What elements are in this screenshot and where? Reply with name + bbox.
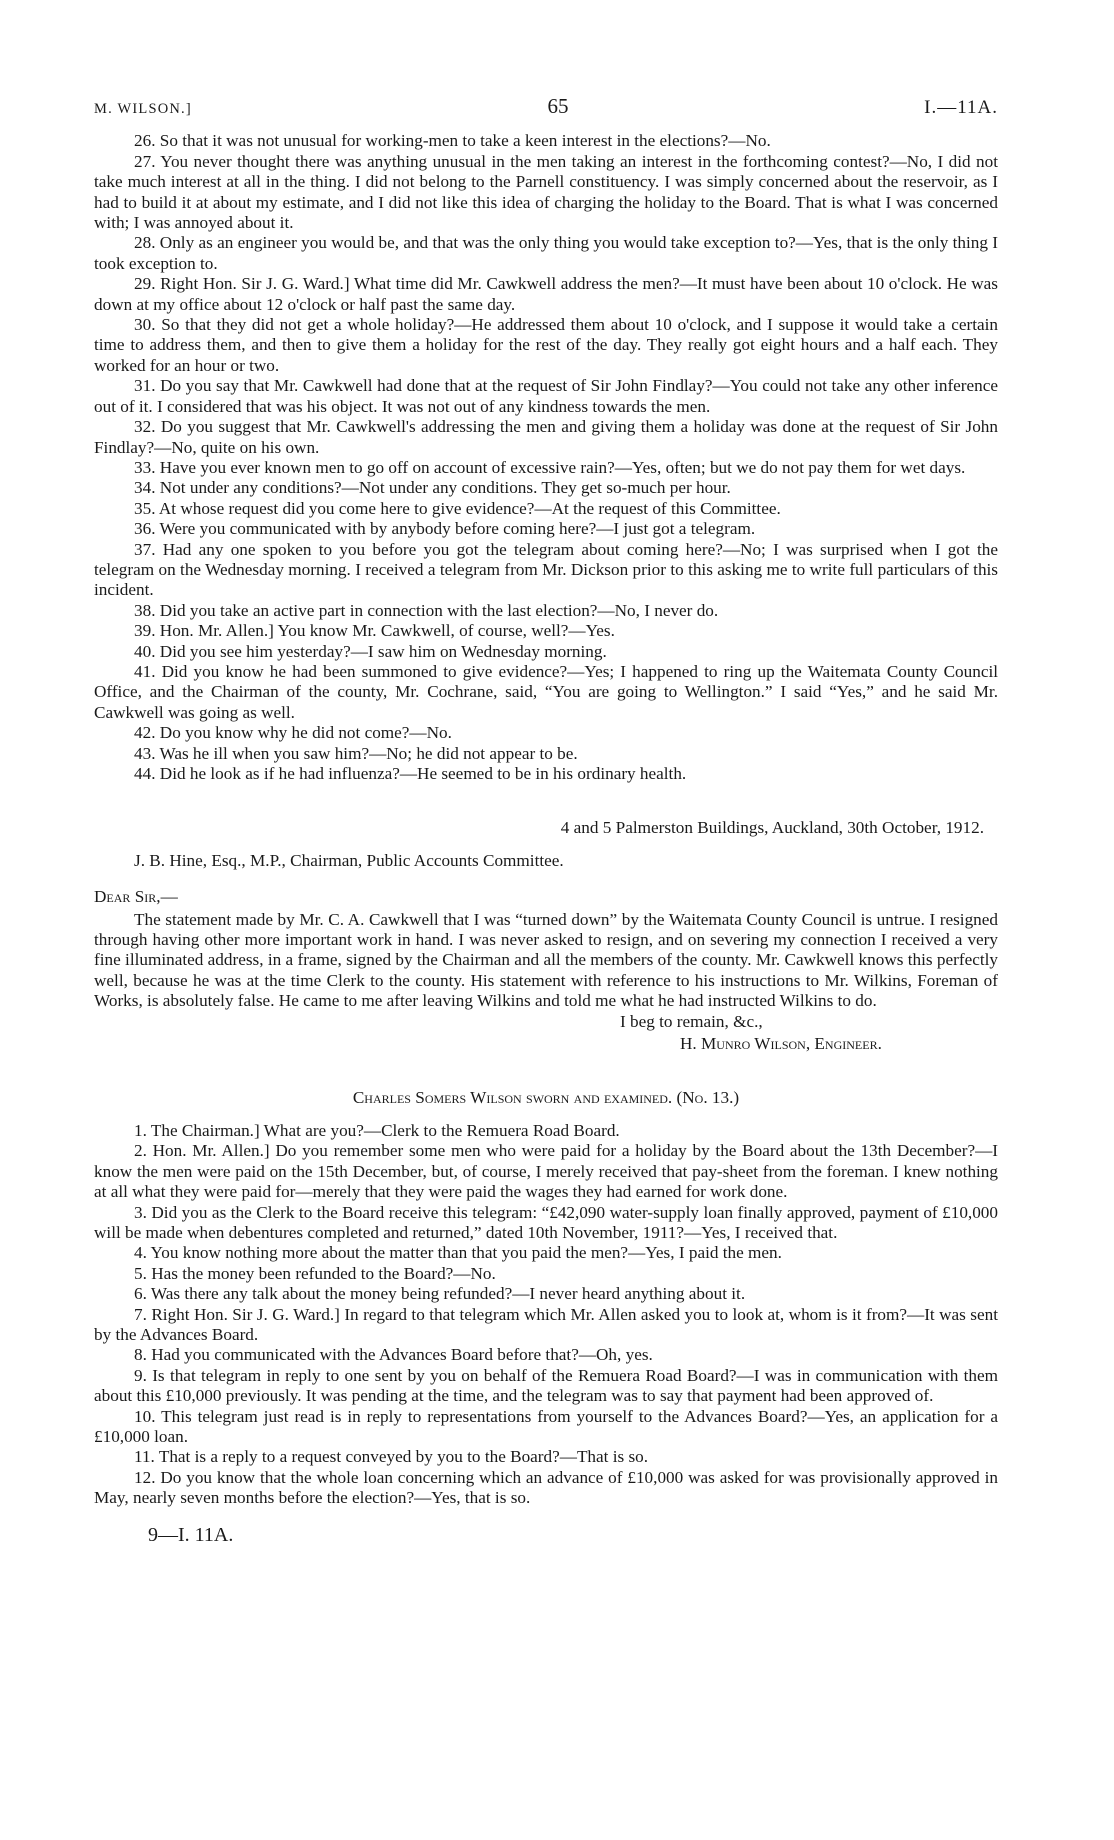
- evidence-paragraph: 35. At whose request did you come here to give evidence?—At the request of this Committee.: [134, 498, 781, 518]
- evidence-paragraph: 37. Had any one spoken to you before you got the telegram about coming here?—No; I was surprised when I got the telegram on the Wednesday morning. I received a telegram from Mr. Dickson prior to this asking me to write full particulars of this incident.: [94, 539, 998, 600]
- letter-signature: [94, 1034, 998, 1054]
- letter-addressee: J. B. Hine, Esq., M.P., Chairman, Public Accounts Committee.: [134, 850, 564, 870]
- evidence-paragraph: 11. That is a reply to a request conveyed by you to the Board?—That is so.: [134, 1447, 649, 1467]
- section-heading: [94, 1088, 998, 1108]
- spacer: [94, 784, 998, 818]
- evidence-paragraph: 29. Right Hon. Sir J. G. Ward.] What time did Mr. Cawkwell address the men?—It must have been about 10 o'clock. He was down at my office about 12 o'clock or half past the same day.: [94, 274, 998, 314]
- page-number: 65: [547, 94, 569, 118]
- letter-salutation: Dear Sir,—: [94, 887, 178, 907]
- evidence-paragraph: 4. You know nothing more about the matter than that you paid the men?—Yes, I paid the men.: [134, 1243, 782, 1263]
- evidence-paragraph: 31. Do you say that Mr. Cawkwell had done that at the request of Sir John Findlay?—You could not take any other inference out of it. I considered that was his object. It was not out of any kindness towards the men.: [94, 376, 998, 416]
- evidence-paragraph: 34. Not under any conditions?—Not under any conditions. They get so-much per hour.: [134, 478, 731, 498]
- page-header: [94, 96, 998, 119]
- evidence-section-1: [94, 131, 998, 784]
- evidence-section-2: [94, 1121, 998, 1509]
- letter-closing: I beg to remain, &c.,: [620, 1011, 763, 1031]
- evidence-paragraph: 39. Hon. Mr. Allen.] You know Mr. Cawkwell, of course, well?—Yes.: [134, 621, 615, 641]
- signature-text: H. Munro Wilson, Engineer.: [680, 1034, 882, 1054]
- evidence-paragraph: 38. Did you take an active part in connection with the last election?—No, I never do.: [134, 600, 719, 620]
- evidence-paragraph: 40. Did you see him yesterday?—I saw him on Wednesday morning.: [134, 641, 607, 661]
- evidence-paragraph: 5. Has the money been refunded to the Board?—No.: [134, 1263, 496, 1283]
- letter-body: The statement made by Mr. C. A. Cawkwell that I was “turned down” by the Waitemata County Council is untrue. I resigned through having other more important work in hand. I was never asked to resign, and on severing my connection I received a very fine illuminated address, in a frame, signed by the Chairman and all the members of the county. Mr. Cawkwell knows this perfectly well, because he was at the time Clerk to the county. His statement with reference to his instructions to Mr. Wilkins, Foreman of Works, is absolutely false. He came to me after leaving Wilkins and told me what he had instructed Wilkins to do.: [94, 909, 998, 1011]
- evidence-paragraph: 26. So that it was not unusual for working-men to take a keen interest in the elections?—No.: [134, 131, 771, 151]
- section-heading-text: Charles Somers Wilson sworn and examined. (No. 13.): [352, 1088, 740, 1108]
- evidence-paragraph: 12. Do you know that the whole loan concerning which an advance of £10,000 was asked for was provisionally approved in May, nearly seven months before the election?—Yes, that is so.: [94, 1467, 998, 1508]
- evidence-paragraph: 28. Only as an engineer you would be, and that was the only thing you would take exception to?—Yes, that is the only thing I took exception to.: [94, 233, 998, 273]
- evidence-paragraph: 2. Hon. Mr. Allen.] Do you remember some men who were paid for a holiday by the Board about the 13th December?—I know the men were paid on the 15th December, but, of course, I merely received that pay-sheet from the foreman. I knew nothing at all what they were paid for—merely that they were paid the wages they had earned for work done.: [94, 1141, 998, 1202]
- evidence-paragraph: 36. Were you communicated with by anybody before coming here?—I just got a telegram.: [134, 519, 756, 539]
- evidence-paragraph: 43. Was he ill when you saw him?—No; he did not appear to be.: [134, 743, 578, 763]
- evidence-paragraph: 27. You never thought there was anything unusual in the men taking an interest in the forthcoming contest?—No, I did not take much interest at all in the thing. I did not belong to the Parnell constituency. I was simply concerned about the reservoir, as I had to build it at about my estimate, and I did not like this idea of charging the holiday to the Board. That is what I was concerned with; I was annoyed about it.: [94, 151, 998, 233]
- evidence-paragraph: 6. Was there any talk about the money being refunded?—I never heard anything about it.: [134, 1284, 746, 1304]
- evidence-paragraph: 1. The Chairman.] What are you?—Clerk to the Remuera Road Board.: [134, 1120, 620, 1140]
- evidence-paragraph: 30. So that they did not get a whole holiday?—He addressed them about 10 o'clock, and I suppose it would take a certain time to address them, and then to give them a holiday for the rest of the day. They really got eight hours and a half each. They worked for an hour or two.: [94, 315, 998, 375]
- evidence-paragraph: 7. Right Hon. Sir J. G. Ward.] In regard to that telegram which Mr. Allen asked you to look at, whom is it from?—It was sent by the Advances Board.: [94, 1304, 998, 1344]
- evidence-paragraph: 44. Did he look as if he had influenza?—He seemed to be in his ordinary health.: [134, 764, 687, 783]
- letter: [94, 818, 998, 1054]
- evidence-paragraph: 33. Have you ever known men to go off on account of excessive rain?—Yes, often; but we do not pay them for wet days.: [134, 457, 966, 477]
- letter-address: 4 and 5 Palmerston Buildings, Auckland, 30th October, 1912.: [560, 818, 984, 838]
- evidence-paragraph: 3. Did you as the Clerk to the Board receive this telegram: “£42,090 water-supply loan finally approved, payment of £10,000 will be made when debentures completed and returned,” dated 10th November, 1911?—Yes, I received that.: [94, 1202, 998, 1242]
- evidence-paragraph: 8. Had you communicated with the Advances Board before that?—Oh, yes.: [134, 1345, 653, 1365]
- header-witness-name: M. WILSON.]: [94, 101, 192, 117]
- page-footer: [94, 1525, 998, 1545]
- evidence-paragraph: 10. This telegram just read is in reply to representations from yourself to the Advances Board?—Yes, an application for a £10,000 loan.: [94, 1406, 998, 1446]
- evidence-paragraph: 42. Do you know why he did not come?—No.: [134, 723, 452, 743]
- spacer: [94, 1109, 998, 1121]
- header-paper-reference: I.—11A.: [924, 97, 998, 118]
- evidence-paragraph: 32. Do you suggest that Mr. Cawkwell's addressing the men and giving them a holiday was done at the request of Sir John Findlay?—No, quite on his own.: [94, 417, 998, 457]
- evidence-paragraph: 41. Did you know he had been summoned to give evidence?—Yes; I happened to ring up the Waitemata County Council Office, and the Chairman of the county, Mr. Cochrane, said, “You are going to Wellington.” I said “Yes,” and he said Mr. Cawkwell was going as well.: [94, 661, 998, 722]
- evidence-paragraph: 9. Is that telegram in reply to one sent by you on behalf of the Remuera Road Board?—I was in communication with them about this £10,000 previously. It was pending at the time, and the telegram was to say that payment had been approved of.: [94, 1365, 998, 1406]
- footer-paper-reference: 9—I. 11A.: [148, 1523, 234, 1546]
- spacer: [94, 1054, 998, 1088]
